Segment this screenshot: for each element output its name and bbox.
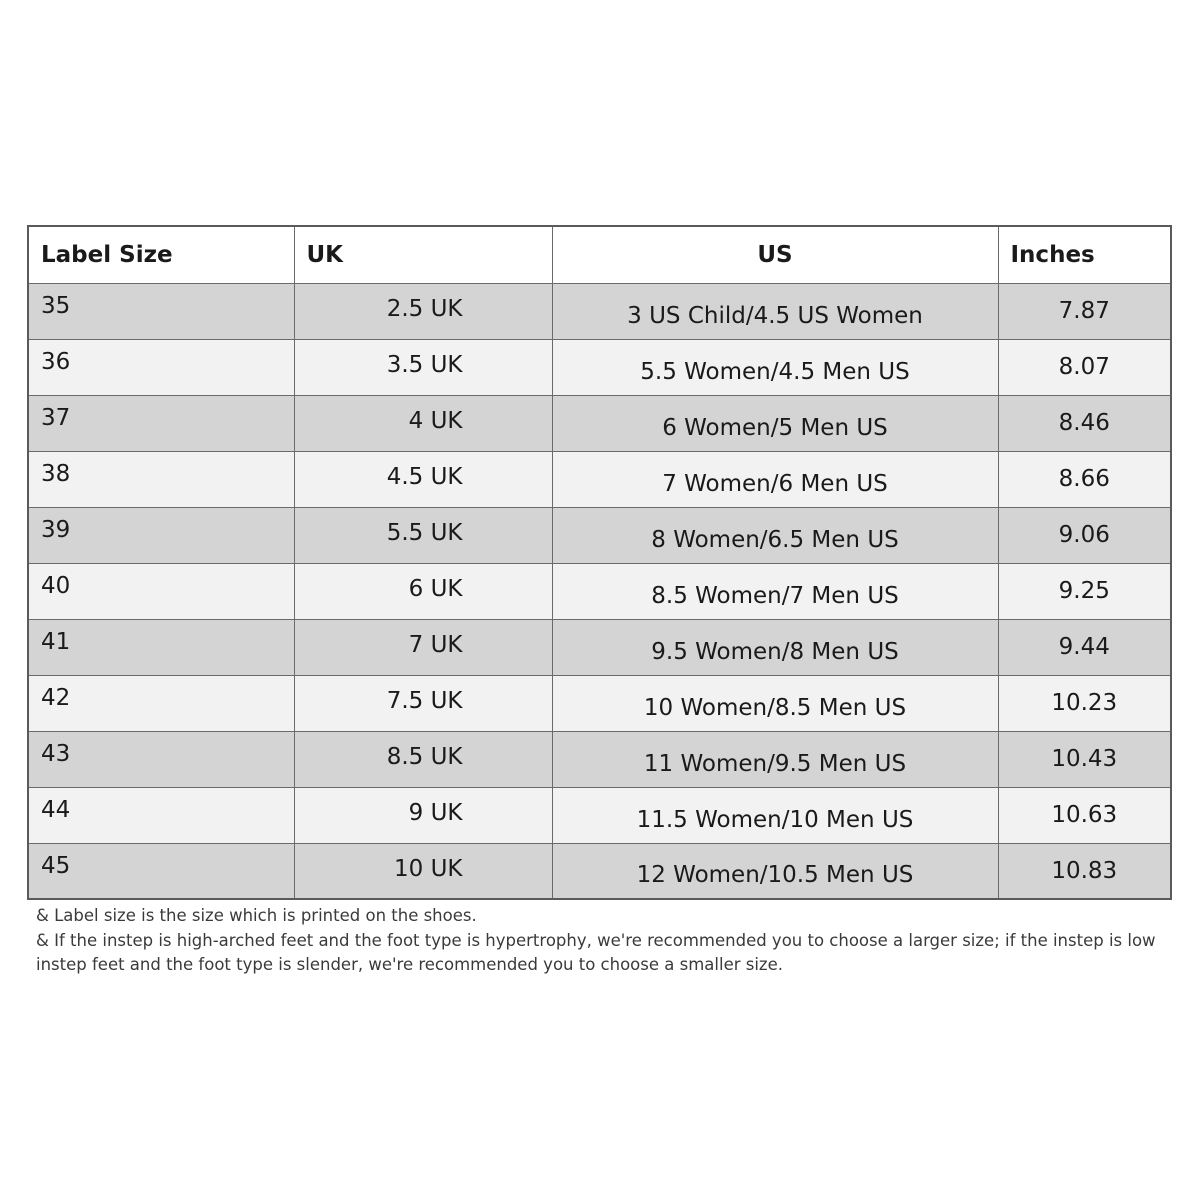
inches-cell: 8.07 [998,339,1171,395]
table-row [28,731,1171,787]
uk-size-cell: 2.5 UK [294,283,552,339]
label-size-cell: 38 [28,451,294,507]
table-row [28,675,1171,731]
table-body [28,283,1171,899]
table-row [28,843,1171,899]
note-instep-advice: & If the instep is high-arched feet and the foot type is hypertrophy, we're recommended you to choose a larger size; if the instep is low instep feet and the foot type is slender, we're recommended you to choose a smaller size. [36,930,1156,974]
inches-cell: 10.43 [998,731,1171,787]
label-size-cell: 39 [28,507,294,563]
inches-cell: 9.06 [998,507,1171,563]
inches-cell: 10.63 [998,787,1171,843]
uk-size-cell: 3.5 UK [294,339,552,395]
us-size-cell: 9.5 Women/8 Men US [552,619,998,675]
label-size-cell: 43 [28,731,294,787]
inches-cell: 10.23 [998,675,1171,731]
label-size-cell: 36 [28,339,294,395]
label-size-cell: 44 [28,787,294,843]
header-us: US [552,226,998,283]
uk-size-cell: 4 UK [294,395,552,451]
uk-size-cell: 7.5 UK [294,675,552,731]
us-size-cell: 6 Women/5 Men US [552,395,998,451]
table-row [28,451,1171,507]
uk-size-cell: 9 UK [294,787,552,843]
uk-size-cell: 4.5 UK [294,451,552,507]
label-size-cell: 45 [28,843,294,899]
table-row [28,619,1171,675]
header-label-size: Label Size [28,226,294,283]
table-row [28,283,1171,339]
uk-size-cell: 6 UK [294,563,552,619]
table-row [28,563,1171,619]
us-size-cell: 7 Women/6 Men US [552,451,998,507]
us-size-cell: 8 Women/6.5 Men US [552,507,998,563]
us-size-cell: 11 Women/9.5 Men US [552,731,998,787]
table-row [28,395,1171,451]
label-size-cell: 40 [28,563,294,619]
uk-size-cell: 5.5 UK [294,507,552,563]
header-inches: Inches [998,226,1171,283]
inches-cell: 10.83 [998,843,1171,899]
note-label-size: & Label size is the size which is printed on the shoes. [36,906,477,925]
table-row [28,507,1171,563]
inches-cell: 7.87 [998,283,1171,339]
us-size-cell: 5.5 Women/4.5 Men US [552,339,998,395]
size-notes [36,904,1176,978]
us-size-cell: 11.5 Women/10 Men US [552,787,998,843]
inches-cell: 9.25 [998,563,1171,619]
us-size-cell: 10 Women/8.5 Men US [552,675,998,731]
inches-cell: 9.44 [998,619,1171,675]
label-size-cell: 42 [28,675,294,731]
inches-cell: 8.66 [998,451,1171,507]
us-size-cell: 8.5 Women/7 Men US [552,563,998,619]
uk-size-cell: 8.5 UK [294,731,552,787]
uk-size-cell: 7 UK [294,619,552,675]
label-size-cell: 37 [28,395,294,451]
label-size-cell: 41 [28,619,294,675]
table-header-row [28,226,1171,283]
table-row [28,787,1171,843]
inches-cell: 8.46 [998,395,1171,451]
size-chart-table [27,225,1172,900]
table-row [28,339,1171,395]
label-size-cell: 35 [28,283,294,339]
uk-size-cell: 10 UK [294,843,552,899]
us-size-cell: 12 Women/10.5 Men US [552,843,998,899]
us-size-cell: 3 US Child/4.5 US Women [552,283,998,339]
header-uk: UK [294,226,552,283]
